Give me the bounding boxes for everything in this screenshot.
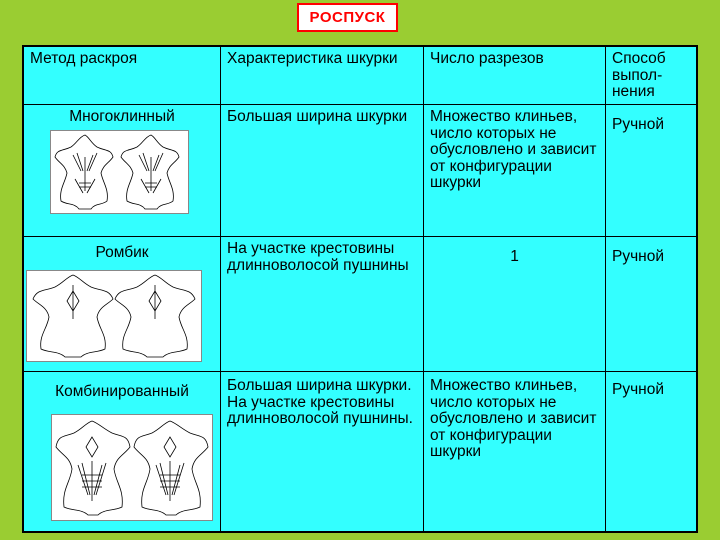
row1-method-label: Многоклинный [69, 108, 175, 125]
row3-method-label: Комбинированный [55, 383, 189, 400]
row3-characteristic [221, 372, 424, 531]
header-execution-label: Способ выпол-нения [612, 50, 666, 100]
header-characteristic-label: Характеристика шкурки [227, 50, 398, 67]
row3-characteristic-label: Большая ширина шкурки. На участке крестовины длинноволосой пушнины. [227, 377, 413, 427]
page-title: РОСПУСК [297, 3, 398, 32]
row2-characteristic-label: На участке крестовины длинноволосой пушнины [227, 240, 409, 274]
rhombus-pelt-image [26, 270, 202, 362]
row2-cuts [424, 237, 606, 372]
row2-execution [606, 237, 696, 372]
row1-characteristic [221, 105, 424, 237]
row2-method [24, 237, 221, 372]
row1-characteristic-label: Большая ширина шкурки [227, 108, 408, 125]
header-characteristic [221, 47, 424, 105]
header-method-label: Метод раскроя [30, 50, 138, 67]
row1-cuts [424, 105, 606, 237]
row3-execution [606, 372, 696, 531]
row2-execution-label: Ручной [612, 248, 665, 265]
header-cuts [424, 47, 606, 105]
multi-wedge-pelt-image [50, 130, 189, 214]
header-execution [606, 47, 696, 105]
row1-execution-label: Ручной [612, 116, 665, 133]
row1-method [24, 105, 221, 237]
combined-pelt-image [51, 414, 213, 521]
header-cuts-label: Число разрезов [430, 50, 544, 67]
row3-cuts-label: Множество клиньев, число которых не обусловлено и зависит от конфигурации шкурки [430, 377, 597, 460]
header-method [24, 47, 221, 105]
row1-cuts-label: Множество клиньев, число которых не обусловлено и зависит от конфигурации шкурки [430, 108, 597, 191]
cutting-methods-table [22, 45, 698, 533]
row2-method-label: Ромбик [95, 244, 149, 261]
row3-cuts [424, 372, 606, 531]
row2-characteristic [221, 237, 424, 372]
row3-method [24, 372, 221, 531]
row2-cuts-label: 1 [510, 248, 519, 265]
row1-execution [606, 105, 696, 237]
row3-execution-label: Ручной [612, 381, 665, 398]
